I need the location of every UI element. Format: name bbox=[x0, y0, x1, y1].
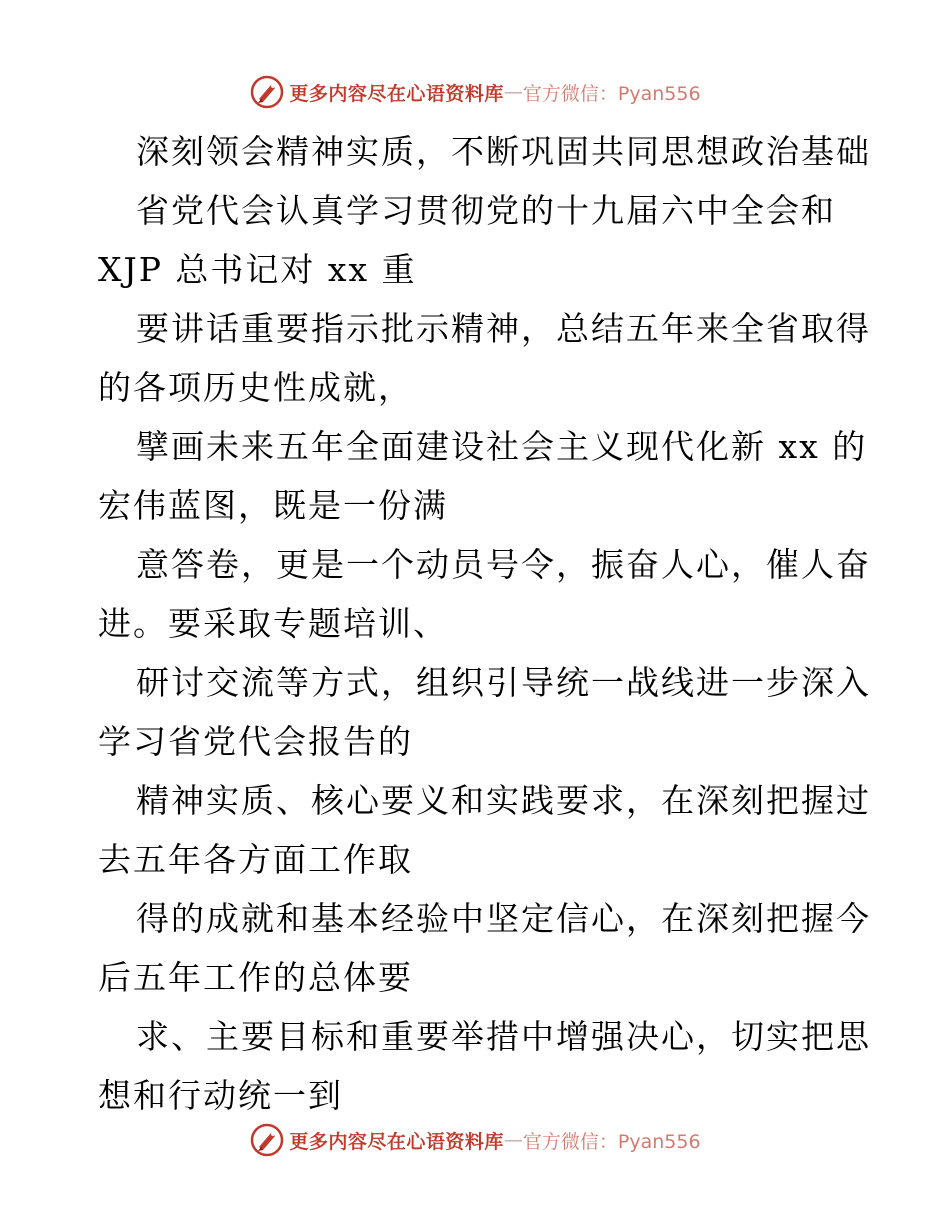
paragraph-line: 求、主要目标和重要举措中增强决心，切实把思 bbox=[136, 1017, 871, 1056]
watermark-separator: — bbox=[503, 81, 523, 103]
watermark-separator: — bbox=[503, 1129, 523, 1151]
document-body bbox=[98, 122, 871, 1125]
watermark-contact-text: 官方微信：Pyan556 bbox=[522, 1130, 701, 1153]
header-watermark bbox=[0, 72, 950, 112]
pen-seal-icon bbox=[249, 1122, 285, 1158]
paragraph-line: 的各项历史性成就， bbox=[98, 368, 413, 407]
pen-seal-icon bbox=[249, 74, 285, 110]
paragraph-line: 省党代会认真学习贯彻党的十九届六中全会和 bbox=[136, 191, 836, 230]
paragraph-line: 深刻领会精神实质，不断巩固共同思想政治基础 bbox=[136, 132, 871, 171]
paragraph-line: 研讨交流等方式，组织引导统一战线进一步深入 bbox=[136, 663, 871, 702]
paragraph-line: 得的成就和基本经验中坚定信心，在深刻把握今 bbox=[136, 899, 871, 938]
watermark-contact-text: 官方微信：Pyan556 bbox=[522, 82, 701, 105]
paragraph-line: 精神实质、核心要义和实践要求，在深刻把握过 bbox=[136, 781, 871, 820]
footer-watermark bbox=[0, 1120, 950, 1160]
paragraph-line: 想和行动统一到 bbox=[98, 1076, 343, 1115]
watermark-site-text: 更多内容尽在心语资料库 bbox=[289, 1130, 504, 1153]
paragraph-line: 学习省党代会报告的 bbox=[98, 722, 413, 761]
paragraph-line: 宏伟蓝图，既是一份满 bbox=[98, 486, 448, 525]
watermark-site-text: 更多内容尽在心语资料库 bbox=[289, 82, 504, 105]
paragraph-line: 意答卷，更是一个动员号令，振奋人心，催人奋 bbox=[136, 545, 871, 584]
paragraph-line: 擘画未来五年全面建设社会主义现代化新 xx 的 bbox=[136, 427, 868, 466]
paragraph-line: 进。要采取专题培训、 bbox=[98, 604, 448, 643]
paragraph-line: 后五年工作的总体要 bbox=[98, 958, 413, 997]
paragraph-line: 要讲话重要指示批示精神，总结五年来全省取得 bbox=[136, 309, 871, 348]
paragraph-line: XJP 总书记对 xx 重 bbox=[98, 250, 417, 289]
paragraph-line: 去五年各方面工作取 bbox=[98, 840, 413, 879]
